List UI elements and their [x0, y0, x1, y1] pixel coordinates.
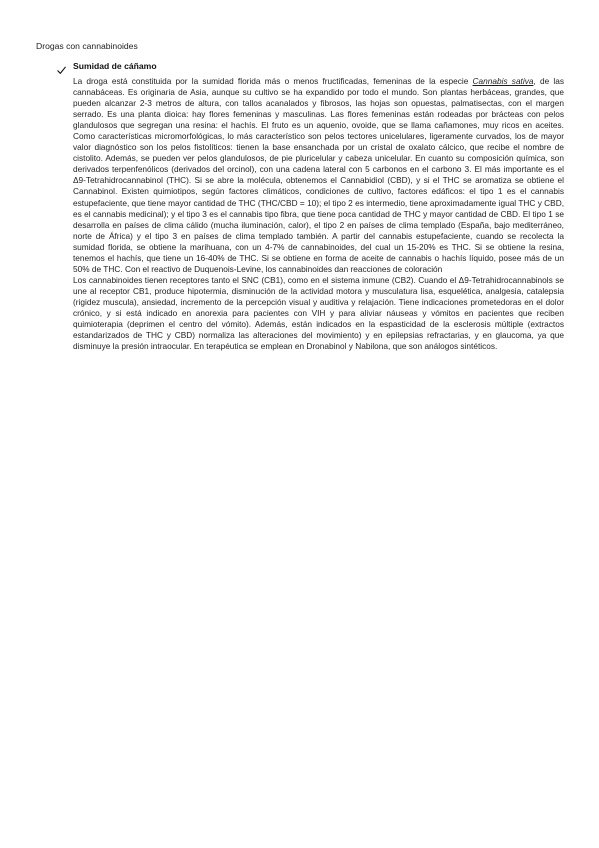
paragraph-text-start: La droga está constituida por la sumidad florida más o menos fructificadas, femeninas de la especie: [73, 76, 473, 86]
paragraph-text-rest: , de las cannabáceas. Es originaria de Asia, aunque su cultivo se ha expandido por todo el mundo. Son plantas herbáceas, grandes, que pueden alcanzar 2-3 metros de altura, con tallos acanalados y fibrosos, las hojas son opuestas, palmatisectas, con el margen serrado. Es una planta dioica: hay flores femeninas y masculinas. Las flores femeninas están rodeadas por brácteas con pelos glandulosos que segregan una resina: el hachís. El fruto es un aquenio, ovoide, que se llama cañamones, muy ricos en aceites. Como características micromorfológicas, lo más característico son pelos tectores unicelulares, ligeramente curvados, los de mayor valor diagnóstico son los pelos fistolíticos: tienen la base ensanchada por un cristal de oxalato cálcico, que recibe el nombre de cistolito. Además, se pueden ver pelos glandulosos, de pie pluricelular y cabeza unicelular. En cuanto su composición química, son derivados terpenfenólicos (derivados del orcinol), con una cadena lateral con 5 carbonos en el carbono 3. El más importante es el Δ9-Tetrahidrocannabinol (THC). Si se abre la molécula, obtenemos el Cannabidiol (CBD), y si el THC se aromatiza se obtiene el Cannabinol. Existen quimiotipos, según factores climáticos, condiciones de cultivo, factores edáficos: el tipo 1 es el cannabis estupefaciente, que tiene mayor cantidad de THC (THC/CBD = 10); el tipo 2 es intermedio, tiene aproximadamente igual THC y CBD, es el cannabis medicinal); y el tipo 3 es el cannabis tipo fibra, que tiene poca cantidad de THC y mayor cantidad de CBD. El tipo 1 se desarrolla en países de clima cálido (mucha iluminación, calor), el tipo 2 en países de clima templado (España, bajo mediterráneo, norte de África) y el tipo 3 en países de clima templado también. A partir del cannabis estupefaciente, cuando se recolecta la sumidad florida, se obtiene la marihuana, con un 4-7% de cannabinoides, del cual un 15-20% es THC. Si se obtiene la resina, tenemos el hachís, que tiene un 16-40% de THC. Si se obtiene en forma de aceite de cannabis o hachís líquido, posee más de un 50% de THC. Con el reactivo de Duquenois-Levine, los cannabinoides dan reacciones de coloración: [73, 76, 564, 274]
species-name: Cannabis sativa: [472, 76, 534, 86]
document-title: Drogas con cannabinoides: [36, 41, 138, 51]
paragraph-pharmacology: Los cannabinoides tienen receptores tanto el SNC (CB1), como en el sistema inmune (CB2). Cuando el Δ9-Tetrahidrocannabinols se une al receptor CB1, produce hipotermia, disminución de la actividad motora y musculatura lisa, esquelética, analgesia, catalepsia (rigidez muscula), ansiedad, incremento de la percepción visual y auditiva y relajación. Tiene indicaciones prometedoras en el dolor crónico, y si está indicado en anorexia para pacientes con VIH y para aliviar náuseas y vómitos en pacientes que reciben quimioterapia (deprimen el centro del vómito). Además, están indicados en la espasticidad de la esclerosis múltiple (extractos estandarizados de THC y CBD) normaliza las alteraciones del movimiento) y en epilepsias refractarias, y en glaucoma, ya que disminuye la presión intraocular. En terapéutica se emplean en Dronabinol y Nabilona, que son análogos sintéticos.: [73, 274, 564, 352]
check-icon: [57, 62, 66, 71]
section-heading: Sumidad de cáñamo: [73, 61, 157, 71]
section-body: [73, 76, 564, 352]
paragraph-description: [73, 76, 564, 275]
